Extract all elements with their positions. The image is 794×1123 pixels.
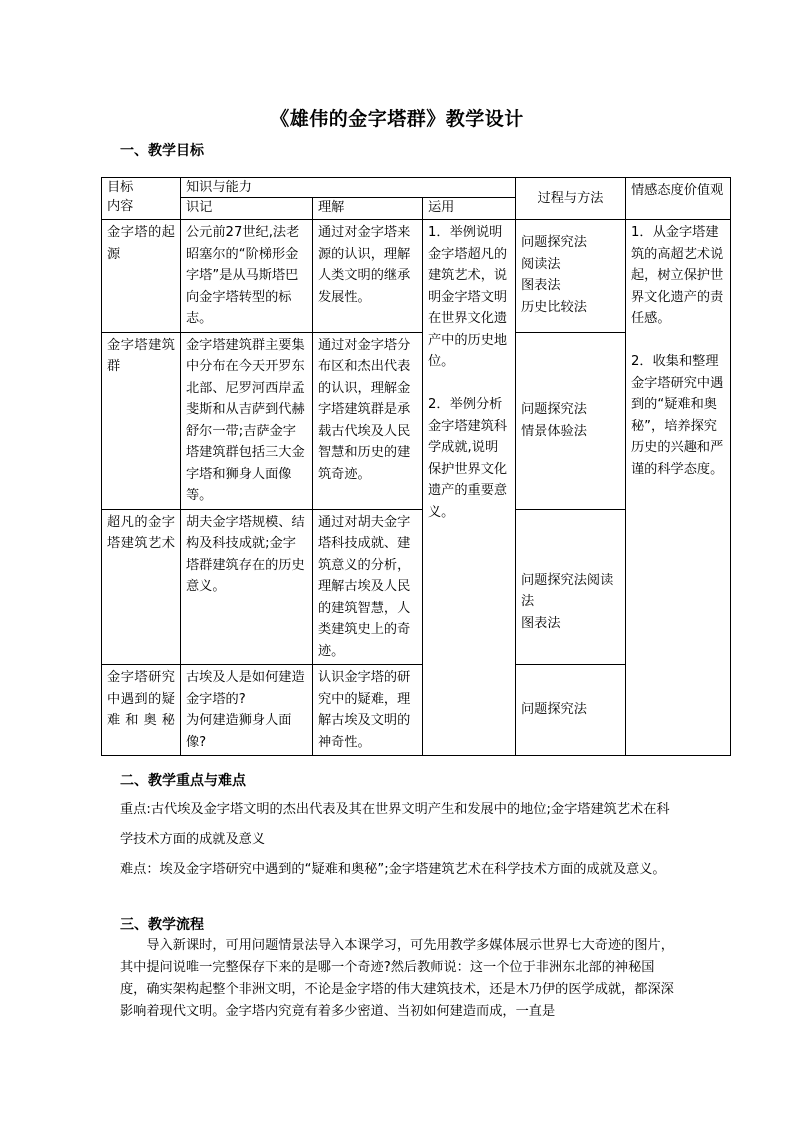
header-remember: 识记 [181,198,313,220]
section-heading-flow: 三、教学流程 [120,917,204,933]
emotion-cell: 1．从金字塔建筑的高超艺术说起，树立保护世界文化遗产的责任感。 2．收集和整理金字塔研究中遇到的“疑难和奥秘”，培养探究历史的兴趣和严谨的科学态度。 [626,220,731,756]
header-understand: 理解 [313,198,423,220]
row-remember: 古埃及人是如何建造金字塔的? 为何建造狮身人面像? [181,665,313,756]
document-title: 《雄伟的金字塔群》教学设计 [270,108,524,130]
section-heading-keypoints: 二、教学重点与难点 [120,773,246,789]
row-understand: 认识金字塔的研究中的疑难，理解古埃及文明的神奇性。 [313,665,423,756]
row-remember: 公元前27世纪,法老昭塞尔的“阶梯形金字塔”是从马斯塔巴向金字塔转型的标志。 [181,220,313,333]
row-understand: 通过对胡夫金字塔科技成就、建筑意义的分析，理解古埃及人民的建筑智慧，人类建筑史上的奇迹。 [313,509,423,665]
table-row [102,220,731,333]
header-process: 过程与方法 [516,178,626,220]
difficulties-paragraph: 难点：埃及金字塔研究中遇到的“疑难和奥秘”;金字塔建筑艺术在科学技术方面的成就及意义。 [120,862,666,877]
objectives-table [101,177,731,756]
row-process: 问题探究法 情景体验法 [516,332,626,509]
row-topic: 金字塔建筑群 [102,332,181,509]
header-apply: 运用 [423,198,516,220]
row-remember: 金字塔建筑群主要集中分布在今天开罗东北部、尼罗河西岸孟斐斯和从吉萨到代赫舒尔一带;吉萨金字塔建筑群包括三大金字塔和狮身人面像等。 [181,332,313,509]
row-process: 问题探究法 [516,665,626,756]
header-content: 内容 [107,199,134,214]
row-understand: 通过对金字塔分布区和杰出代表的认识，理解金字塔建筑群是承载古代埃及人民智慧和历史的建筑奇迹。 [313,332,423,509]
header-target-content [102,178,181,220]
key-points-paragraph: 重点:古代埃及金字塔文明的杰出代表及其在世界文明产生和发展中的地位;金字塔建筑艺术在科学技术方面的成就及意义 [120,802,670,847]
row-topic: 金字塔研究中遇到的疑难和奥秘 [102,665,181,756]
row-process: 问题探究法 阅读法 图表法 历史比较法 [516,220,626,333]
header-knowledge: 知识与能力 [181,178,516,198]
row-topic: 金字塔的起源 [102,220,181,333]
header-target: 目标 [107,180,134,195]
apply-cell: 1．举例说明金字塔超凡的建筑艺术，说明金字塔文明在世界文化遗产中的历史地位。 2．举例分析金字塔建筑科学成就,说明保护世界文化遗产的重要意义。 [423,220,516,756]
flow-paragraph: 导入新课时，可用问题情景法导入本课学习，可先用教学多媒体展示世界七大奇迹的图片，其中提问说唯一完整保存下来的是哪一个奇迹?然后教师说：这一个位于非洲东北部的神秘国度，确实架构起整个非洲文明，不论是金字塔的伟大建筑技术，还是木乃伊的医学成就，都深深影响着现代文明。金字塔内究竟有着多少密道、当初如何建造而成，一直是 [120,938,674,1019]
row-understand: 通过对金字塔来源的认识，理解人类文明的继承发展性。 [313,220,423,333]
row-process: 问题探究法阅读法 图表法 [516,509,626,665]
row-remember: 胡夫金字塔规模、结构及科技成就;金字塔群建筑存在的历史意义。 [181,509,313,665]
section-heading-objectives: 一、教学目标 [120,143,204,159]
header-emotion: 情感态度价值观 [626,178,731,220]
row-topic: 超凡的金字塔建筑艺术 [102,509,181,665]
